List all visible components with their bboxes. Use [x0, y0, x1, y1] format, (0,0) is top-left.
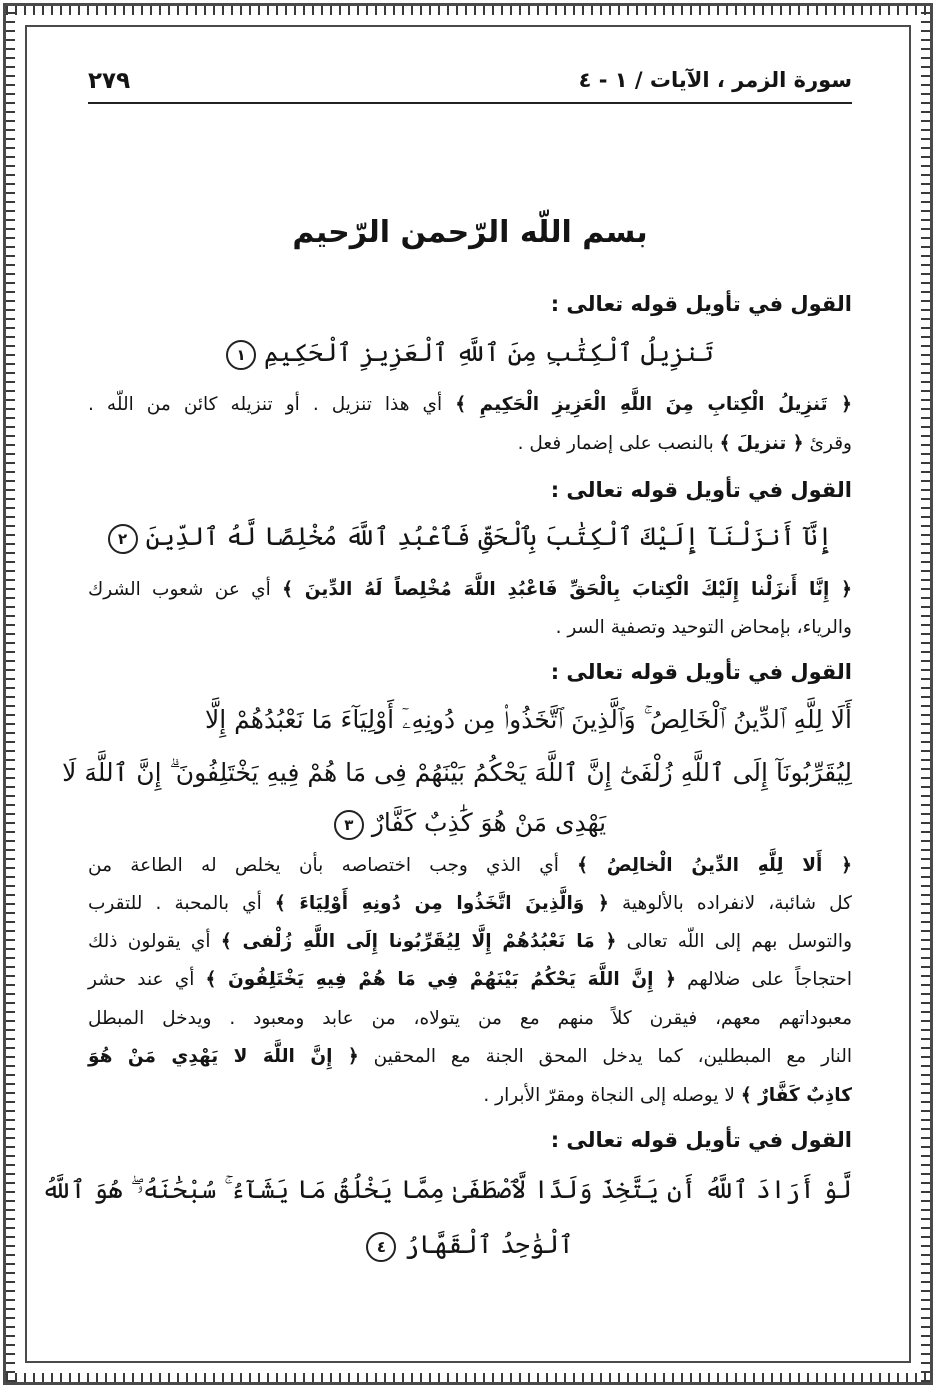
- quoted-verse-text: ﴿ إِنَّا أَنزَلْنا إِلَيْكَ الْكِتابَ بِالْحَقِّ فَاعْبُدِ اللَّهَ مُخْلِصاً لَهُ الدِّينَ ﴾: [282, 579, 852, 600]
- basmala: بسم اللّه الرّحمن الرّحيم: [292, 215, 648, 250]
- quran-verse: [88, 522, 852, 554]
- verse-line: تَنزِيلُ ٱلْكِتَٰبِ مِنَ ٱللَّهِ ٱلْعَزِيزِ ٱلْحَكِيمِ: [264, 338, 714, 367]
- commentary-text: وقرئ: [803, 433, 852, 454]
- verse-line: إِنَّآ أَنزَلْنَآ إِلَيْكَ ٱلْكِتَٰبَ بِٱلْحَقِّ فَٱعْبُدِ ٱللَّهَ مُخْلِصًا لَّهُ ٱلدِّينَ: [145, 522, 833, 551]
- commentary-text: كل شائبة، لانفراده بالألوهية: [608, 893, 852, 914]
- commentary-line: [88, 433, 852, 454]
- commentary-line: [88, 931, 852, 952]
- commentary-text: احتجاجاً على ضلالهم: [676, 969, 852, 990]
- commentary-text: والتوسل بهم إلى اللّه تعالى: [616, 931, 852, 952]
- commentary-text: أي هذا تنزيل . أو تنزيله كائن من اللّه .: [88, 394, 456, 415]
- quoted-verse-text: ﴿ إِنَّ اللَّهَ يَحْكُمُ بَيْنَهُمْ فِي مَا هُمْ فِيهِ يَخْتَلِفُونَ ﴾: [205, 969, 676, 990]
- page-header: [88, 60, 852, 104]
- quoted-verse-text: ﴿ أَلا لِلَّهِ الدِّينُ الْخالِصُ ﴾: [577, 855, 852, 876]
- section-heading: القول في تأويل قوله تعالى :: [550, 1128, 852, 1152]
- commentary-text: والرياء، بإمحاض التوحيد وتصفية السر .: [555, 617, 852, 638]
- commentary-line: [88, 579, 852, 600]
- commentary-line: [88, 1085, 852, 1106]
- commentary-line: [88, 969, 852, 990]
- quoted-verse-text: ﴿ وَالَّذِينَ اتَّخَذُوا مِن دُونِهِ أَوْلِيَاءَ ﴾: [274, 893, 609, 914]
- verse-line: يَهْدِى مَنْ هُوَ كَٰذِبٌ كَفَّارٌ: [371, 808, 607, 837]
- commentary-text: لا يوصله إلى النجاة ومقرّ الأبرار .: [483, 1085, 741, 1106]
- section-heading: القول في تأويل قوله تعالى :: [550, 660, 852, 684]
- commentary-line: [88, 617, 852, 638]
- quran-verse-line: لَّوْ أَرَادَ ٱللَّهُ أَن يَتَّخِذَ وَلَدًا لَّٱصْطَفَىٰ مِمَّا يَخْلُقُ مَا يَشَآءُ ۚ سُبْحَٰنَهُۥ ۖ هُوَ ٱللَّهُ: [41, 1175, 852, 1204]
- quoted-verse-text: ﴿ تَنزِيلُ الْكِتابِ مِنَ اللَّهِ الْعَزِيزِ الْحَكِيمِ ﴾: [455, 394, 852, 415]
- commentary-line: [88, 1046, 852, 1067]
- ayah-number-marker: ١: [226, 340, 256, 370]
- commentary-text: أي عند حشر: [88, 969, 206, 990]
- running-title: سورة الزمر ، الآيات / ١ - ٤: [578, 68, 852, 92]
- commentary-text: معبوداتهم معهم، فيقرن كلاً منهم مع من يتولاه، من عابد ومعبود . ويدخل المبطل: [88, 1008, 852, 1029]
- ayah-number-marker: ٤: [366, 1232, 396, 1262]
- quoted-verse-text: كاذِبٌ كَفَّارٌ ﴾: [740, 1085, 852, 1106]
- quran-verse: [88, 808, 852, 840]
- commentary-line: [88, 855, 852, 876]
- verse-line: ٱلْوَٰحِدُ ٱلْقَهَّارُ: [404, 1230, 574, 1259]
- commentary-text: أي الذي وجب اختصاصه بأن يخلص له الطاعة من: [88, 855, 578, 876]
- quran-verse-line: لِيُقَرِّبُونَآ إِلَى ٱللَّهِ زُلْفَىٰٓ إِنَّ ٱللَّهَ يَحْكُمُ بَيْنَهُمْ فِى مَا هُمْ فِيهِ يَخْتَلِفُونَ ۗ إِنَّ ٱللَّهَ لَا: [62, 758, 852, 787]
- commentary-text: النار مع المبطلين، كما يدخل المحق الجنة مع المحقين: [358, 1046, 852, 1067]
- commentary-text: بالنصب على إضمار فعل .: [517, 433, 720, 454]
- commentary-line: [88, 394, 852, 415]
- commentary-line: [88, 1008, 852, 1029]
- quran-verse: [88, 1230, 852, 1262]
- ayah-number-marker: ٣: [334, 810, 364, 840]
- commentary-text: أي بالمحبة . للتقرب: [88, 893, 275, 914]
- section-heading: القول في تأويل قوله تعالى :: [550, 478, 852, 502]
- commentary-line: [88, 893, 852, 914]
- page-number: ٢٧٩: [88, 68, 131, 94]
- quoted-verse-text: ﴿ مَا نَعْبُدُهُمْ إِلَّا لِيُقَرِّبُونا إِلَى اللَّهِ زُلْفى ﴾: [220, 931, 617, 952]
- quoted-verse-text: ﴿ تنزيلَ ﴾: [719, 433, 804, 454]
- quran-verse-line: أَلَا لِلَّهِ ٱلدِّينُ ٱلْخَالِصُ ۚ وَٱلَّذِينَ ٱتَّخَذُوا۟ مِن دُونِهِۦٓ أَوْلِيَآءَ مَا نَعْبُدُهُمْ إِلَّا: [205, 705, 852, 734]
- section-heading: القول في تأويل قوله تعالى :: [550, 292, 852, 316]
- commentary-text: أي عن شعوب الشرك: [88, 579, 283, 600]
- quran-verse: [88, 338, 852, 370]
- ayah-number-marker: ٢: [108, 524, 138, 554]
- quoted-verse-text: ﴿ إِنَّ اللَّهَ لا يَهْدِي مَنْ هُوَ: [88, 1046, 359, 1067]
- commentary-text: أي يقولون ذلك: [88, 931, 221, 952]
